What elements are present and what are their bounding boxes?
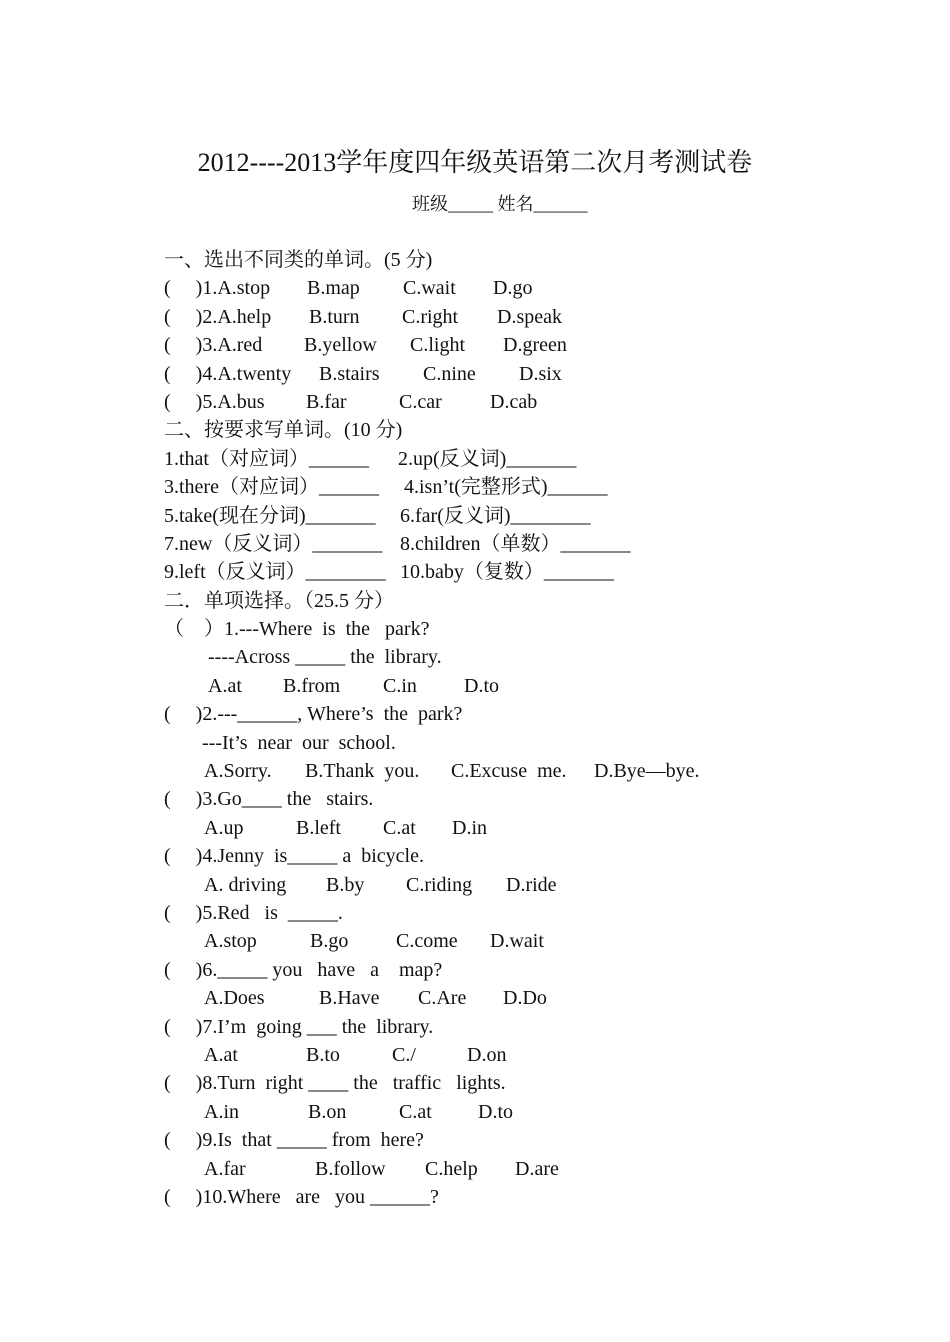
option-c: C.Excuse me. <box>451 760 567 783</box>
option-a: A.at <box>204 1043 238 1066</box>
mc-question-9-stem: ( )9.Is that _____ from here? <box>164 1129 424 1152</box>
option-b: B.left <box>296 816 341 839</box>
option-d: D.Bye—bye. <box>594 760 700 783</box>
option-c: C./ <box>392 1043 416 1066</box>
mc-question-9-options <box>164 1155 864 1183</box>
section3-heading: 二．单项选择。（25.5 分） <box>164 589 394 612</box>
option-a: A.in <box>204 1100 239 1123</box>
option-a: A.far <box>204 1157 246 1180</box>
s2-row-3 <box>164 502 864 530</box>
word-task-right: 8.children（单数）_______ <box>400 532 631 555</box>
exam-body <box>164 246 864 1211</box>
option-c: C.nine <box>423 362 476 385</box>
s1-question-1 <box>164 274 864 302</box>
option-b: B.go <box>310 930 349 953</box>
option-a: A.up <box>204 816 244 839</box>
option-d: D.green <box>503 334 567 357</box>
mc-question-2-stem: ( )2.---______, Where’s the park? <box>164 703 463 726</box>
option-d: D.six <box>519 362 562 385</box>
word-task-left: 1.that（对应词）______ <box>164 447 369 470</box>
option-d: D.are <box>515 1157 559 1180</box>
mc-question-5-stem: ( )5.Red is _____. <box>164 901 343 924</box>
word-task-right: 10.baby（复数）_______ <box>400 561 614 584</box>
section2-heading: 二、按要求写单词。(10 分) <box>164 419 403 442</box>
class-name-line: 班级_____ 姓名______ <box>412 194 588 214</box>
option-c: C.at <box>383 816 416 839</box>
s1-question-3 <box>164 331 864 359</box>
option-d: D.in <box>452 816 487 839</box>
option-c: C.wait <box>403 277 456 300</box>
option-d: D.on <box>467 1043 507 1066</box>
s2-row-5 <box>164 558 864 586</box>
option-d: D.speak <box>497 305 562 328</box>
word-task-left: 7.new（反义词）_______ <box>164 532 383 555</box>
question-number: ( )4.A.twenty <box>164 362 292 385</box>
option-c: C.right <box>402 305 459 328</box>
question-number: ( )1.A.stop <box>164 277 271 300</box>
mc-question-6-options <box>164 984 864 1012</box>
option-b: B.to <box>306 1043 340 1066</box>
s1-question-2 <box>164 303 864 331</box>
mc-question-2-reply: ---It’s near our school. <box>202 731 396 754</box>
option-b: B.by <box>326 873 365 896</box>
word-task-left: 9.left（反义词）________ <box>164 561 386 584</box>
mc-question-8-options <box>164 1098 864 1126</box>
option-c: C.car <box>399 390 442 413</box>
option-a: A.stop <box>204 930 257 953</box>
option-b: B.Thank you. <box>305 760 420 783</box>
option-c: C.riding <box>406 873 473 896</box>
question-number: ( )3.A.red <box>164 334 263 357</box>
option-c: C.light <box>410 334 466 357</box>
option-c: C.in <box>383 674 417 697</box>
option-d: D.ride <box>506 873 557 896</box>
mc-question-4-options <box>164 871 864 899</box>
option-d: D.to <box>478 1100 513 1123</box>
word-task-right: 2.up(反义词)_______ <box>398 447 577 470</box>
option-a: A.at <box>208 674 242 697</box>
option-c: C.at <box>399 1100 432 1123</box>
mc-question-3-options <box>164 814 864 842</box>
section1-heading: 一、选出不同类的单词。(5 分) <box>164 249 433 271</box>
option-b: B.follow <box>315 1157 386 1180</box>
question-number: ( )2.A.help <box>164 305 272 328</box>
option-d: D.wait <box>490 930 544 953</box>
mc-question-7-stem: ( )7.I’m going ___ the library. <box>164 1015 434 1038</box>
mc-question-2-options <box>164 757 864 785</box>
option-a: A.Does <box>204 987 265 1010</box>
mc-question-1-options <box>164 672 864 700</box>
mc-question-1-stem: （ ）1.---Where is the park? <box>164 618 430 641</box>
word-task-left: 3.there（对应词）______ <box>164 476 379 499</box>
s2-row-2 <box>164 473 864 501</box>
mc-question-8-stem: ( )8.Turn right ____ the traffic lights. <box>164 1072 506 1095</box>
mc-question-3-stem: ( )3.Go____ the stairs. <box>164 788 374 811</box>
option-a: A.Sorry. <box>204 760 272 783</box>
option-b: B.Have <box>319 987 380 1010</box>
option-d: D.Do <box>503 987 547 1010</box>
option-b: B.yellow <box>304 334 377 357</box>
option-a: A. driving <box>204 873 287 896</box>
mc-question-6-stem: ( )6._____ you have a map? <box>164 958 443 981</box>
option-d: D.go <box>493 277 533 300</box>
option-b: B.from <box>283 674 341 697</box>
option-b: B.stairs <box>319 362 380 385</box>
option-c: C.help <box>425 1157 478 1180</box>
question-number: ( )5.A.bus <box>164 390 265 413</box>
mc-question-10-stem: ( )10.Where are you ______? <box>164 1185 439 1208</box>
option-b: B.far <box>306 390 347 413</box>
option-c: C.Are <box>418 987 467 1010</box>
option-c: C.come <box>396 930 458 953</box>
mc-question-5-options <box>164 927 864 955</box>
option-d: D.to <box>464 674 499 697</box>
option-b: B.on <box>308 1100 347 1123</box>
mc-question-7-options <box>164 1041 864 1069</box>
s2-row-4 <box>164 530 864 558</box>
word-task-right: 6.far(反义词)________ <box>400 504 591 527</box>
option-b: B.turn <box>309 305 360 328</box>
word-task-left: 5.take(现在分词)_______ <box>164 504 376 527</box>
word-task-right: 4.isn’t(完整形式)______ <box>404 476 608 499</box>
mc-question-4-stem: ( )4.Jenny is_____ a bicycle. <box>164 845 424 868</box>
option-b: B.map <box>307 277 360 300</box>
s1-question-5 <box>164 388 864 416</box>
option-d: D.cab <box>490 390 538 413</box>
s2-row-1 <box>164 445 864 473</box>
s1-question-4 <box>164 360 864 388</box>
page-title: 2012----2013学年度四年级英语第二次月考测试卷 <box>197 148 753 177</box>
mc-question-1-reply: ----Across _____ the library. <box>208 646 442 669</box>
